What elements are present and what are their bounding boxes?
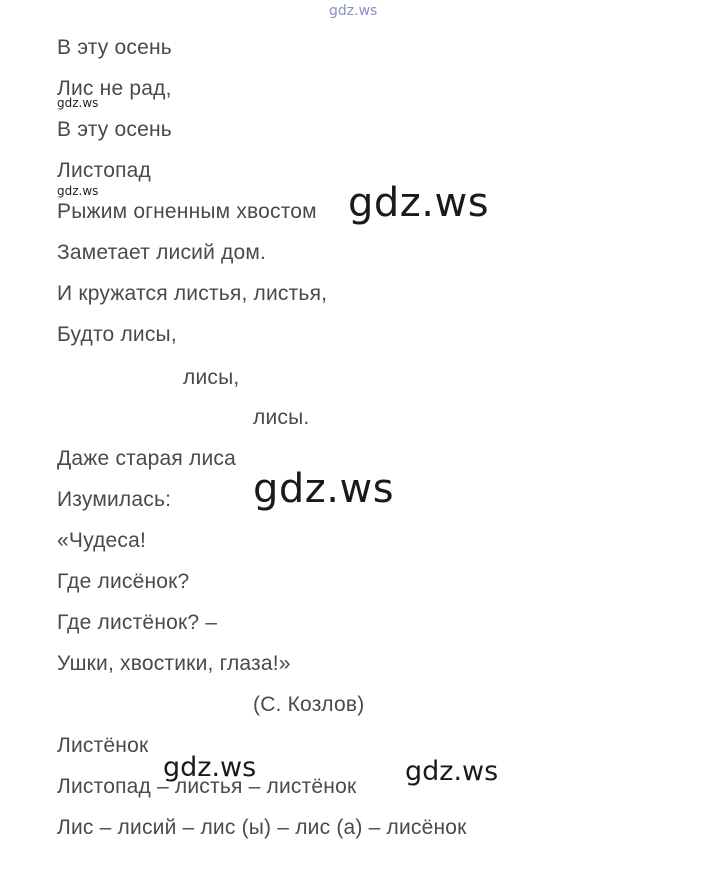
poem-line-16: Ушки, хвостики, глаза!»: [57, 652, 291, 675]
watermark-small-2: gdz.ws: [57, 184, 99, 198]
watermark-mid-1: gdz.ws: [163, 752, 257, 783]
poem-line-13: «Чудеса!: [57, 529, 147, 552]
watermark-small-1: gdz.ws: [57, 96, 99, 110]
watermark-big-1: gdz.ws: [348, 180, 490, 226]
answer-chain-1: Листопад – листья – листёнок: [57, 775, 357, 798]
answer-word: Листёнок: [57, 734, 149, 757]
poem-line-8: Будто лисы,: [57, 323, 177, 346]
poem-line-11: Даже старая лиса: [57, 447, 236, 470]
poem-line-9: лисы,: [183, 366, 240, 389]
poem-line-7: И кружатся листья, листья,: [57, 282, 328, 305]
poem-line-15: Где листёнок? –: [57, 611, 218, 634]
poem-line-1: В эту осень: [57, 36, 172, 59]
watermark-big-2: gdz.ws: [253, 466, 395, 512]
poem-line-14: Где лисёнок?: [57, 570, 190, 593]
poem-line-12: Изумилась:: [57, 488, 172, 511]
watermark-mid-2: gdz.ws: [405, 756, 499, 787]
watermark-top: gdz.ws: [329, 3, 378, 19]
poem-author: (С. Козлов): [253, 693, 365, 716]
poem-line-2: Лис не рад,: [57, 77, 172, 100]
poem-line-3: В эту осень: [57, 118, 172, 141]
poem-line-6: Заметает лисий дом.: [57, 241, 267, 264]
poem-line-4: Листопад: [57, 159, 151, 182]
poem-line-10: лисы.: [253, 406, 310, 429]
poem-line-5: Рыжим огненным хвостом: [57, 200, 317, 223]
answer-chain-2: Лис – лисий – лис (ы) – лис (а) – лисёнок: [57, 816, 467, 839]
